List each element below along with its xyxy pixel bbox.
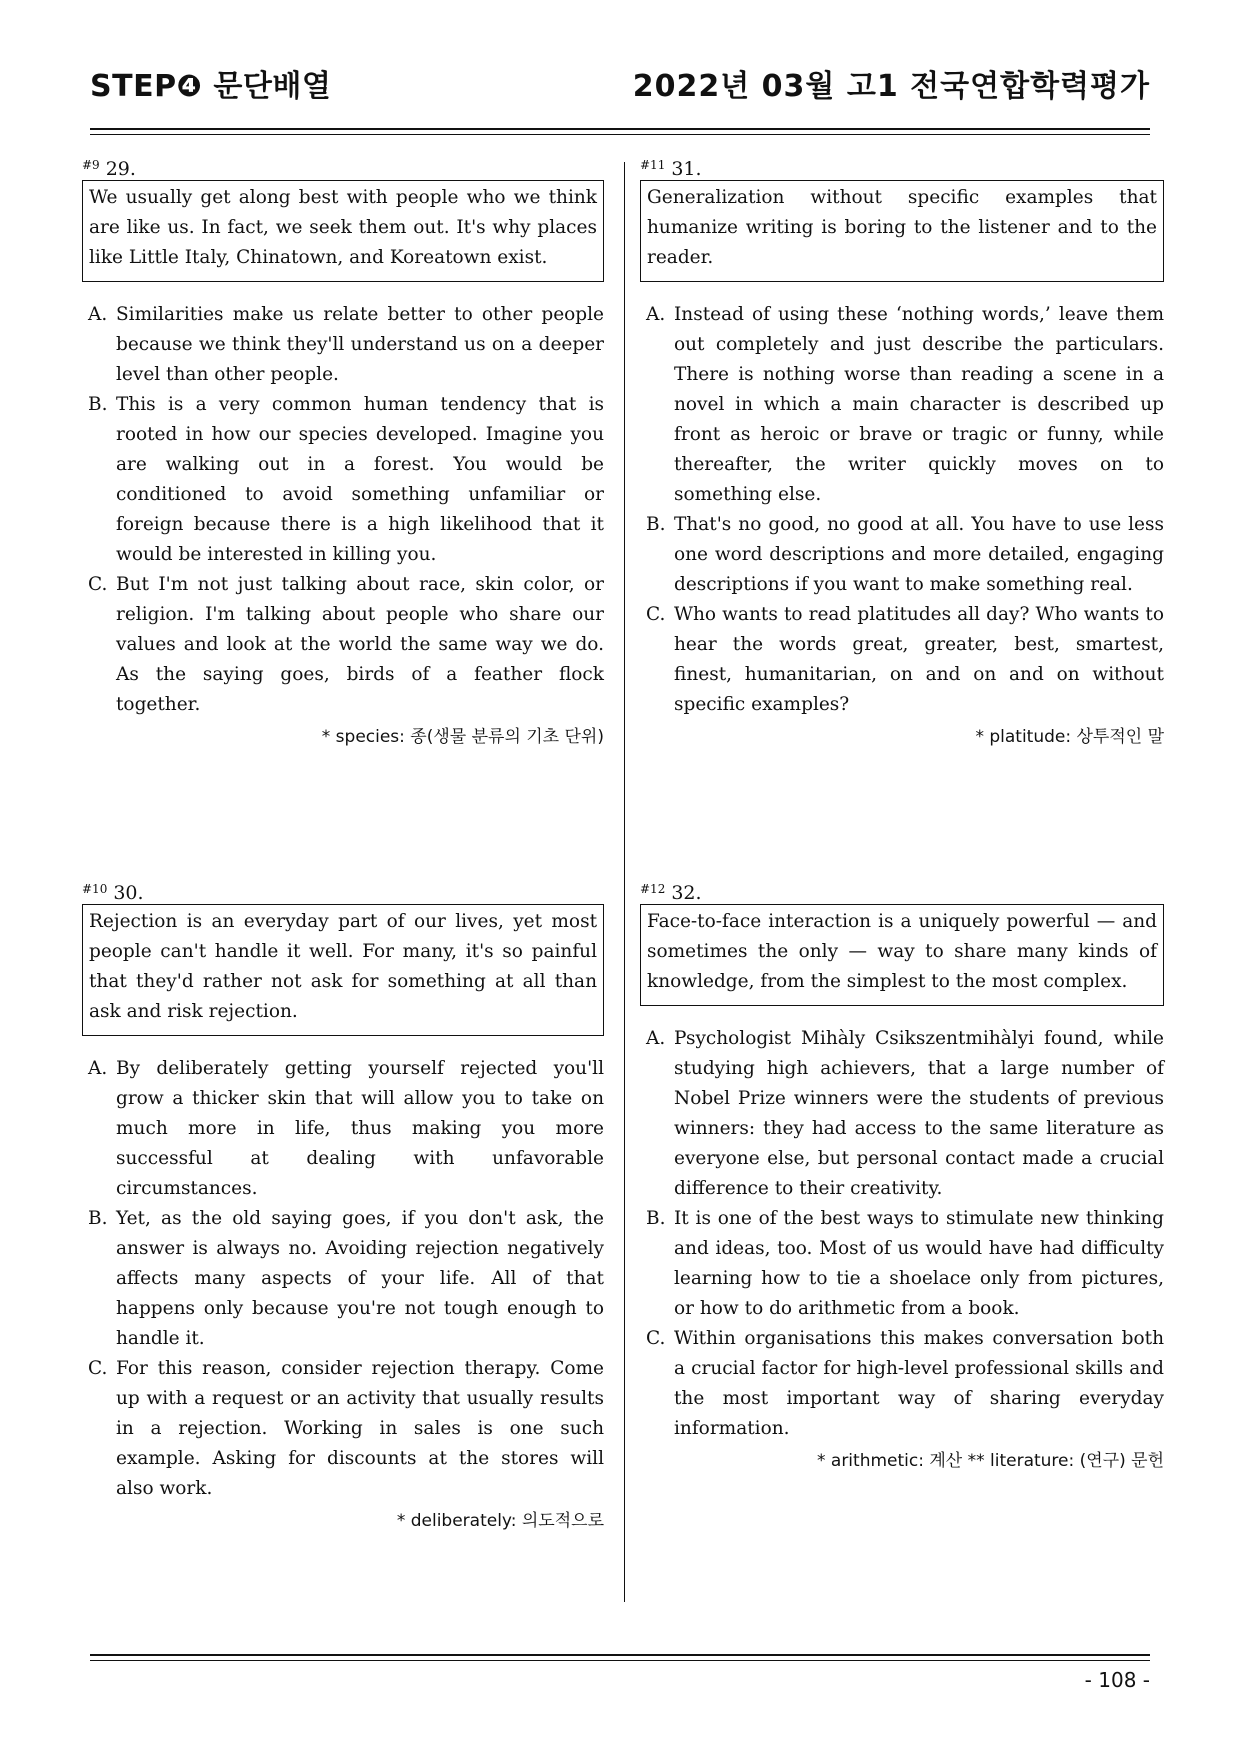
question-tag: #9 [82,158,100,172]
question-heading [82,152,604,178]
question-heading [82,876,604,902]
option-b [88,390,604,570]
option-text: Similarities make us relate better to other people because we think they'll understand us on a deeper level than other people. [116,304,604,385]
option-a [646,300,1164,510]
option-text: That's no good, no good at all. You have to use less one word descriptions and more detailed, engaging descriptions if you want to make something real. [674,514,1164,595]
question-number: 31. [671,158,702,180]
option-a [88,1054,604,1204]
option-letter: A. [646,304,666,325]
question-number: 29. [105,158,136,180]
column-divider [624,162,625,1602]
option-list [82,300,604,720]
option-b [646,1204,1164,1324]
option-letter: C. [646,1328,666,1349]
header-rule [90,128,1150,135]
question-31 [640,152,1164,752]
question-number: 32. [671,882,702,904]
question-heading [640,876,1164,902]
option-text: Yet, as the old saying goes, if you don't ask, the answer is always no. Avoiding rejection negatively affects many aspects of your life. All of that happens only because you're not tough enough to handle it. [116,1208,604,1349]
option-letter: B. [646,514,666,535]
vocab-note: * arithmetic: 계산 ** literature: (연구) 문헌 [817,1451,1164,1471]
option-b [88,1204,604,1354]
question-tag: #11 [640,158,666,172]
option-letter: B. [88,1208,108,1229]
passage-box: We usually get along best with people who we think are like us. In fact, we seek them out. It's why places like Little Italy, Chinatown, and Koreatown exist. [82,180,604,282]
header-step-title: STEP❹ 문단배열 [90,69,332,104]
question-30 [82,876,604,1536]
option-c [88,1354,604,1504]
vocab-note: * species: 종(생물 분류의 기초 단위) [321,727,604,747]
footer-rule [90,1654,1150,1661]
option-letter: B. [88,394,108,415]
vocab-note: * deliberately: 의도적으로 [396,1511,604,1531]
option-text: By deliberately getting yourself rejected you'll grow a thicker skin that will allow you to take on much more in life, thus making you more successful at dealing with unfavorable circumstances. [116,1058,604,1199]
option-letter: C. [88,574,108,595]
option-text: But I'm not just talking about race, skin color, or religion. I'm talking about people who share our values and look at the world the same way we do. As the saying goes, birds of a feather flock together. [116,574,604,715]
option-letter: A. [646,1028,666,1049]
passage-box: Rejection is an everyday part of our lives, yet most people can't handle it well. For many, it's so painful that they'd rather not ask for something at all than ask and risk rejection. [82,904,604,1036]
question-29 [82,152,604,752]
passage-box: Face-to-face interaction is a uniquely powerful — and sometimes the only — way to share many kinds of knowledge, from the simplest to the most complex. [640,904,1164,1006]
option-c [646,600,1164,720]
option-letter: B. [646,1208,666,1229]
option-letter: C. [88,1358,108,1379]
option-list [640,1024,1164,1444]
option-a [88,300,604,390]
option-letter: C. [646,604,666,625]
option-text: Psychologist Mihàly Csikszentmihàlyi found, while studying high achievers, that a large number of Nobel Prize winners were the students of previous winners: they had access to the same literature as everyone else, but personal contact made a crucial difference to their creativity. [674,1028,1164,1199]
passage-box: Generalization without specific examples that humanize writing is boring to the listener and to the reader. [640,180,1164,282]
page-number: - 108 - [1084,1668,1150,1692]
option-c [88,570,604,720]
question-32 [640,876,1164,1476]
vocab-note: * platitude: 상투적인 말 [975,727,1164,747]
option-c [646,1324,1164,1444]
option-text: This is a very common human tendency that is rooted in how our species developed. Imagine you are walking out in a forest. You would be conditioned to avoid something unfamiliar or foreign because there is a high likelihood that it would be interested in killing you. [116,394,604,565]
option-text: Who wants to read platitudes all day? Who wants to hear the words great, greater, best, smartest, finest, humanitarian, on and on and on without specific examples? [674,604,1164,715]
question-tag: #10 [82,882,108,896]
option-list [82,1054,604,1504]
option-text: Instead of using these ‘nothing words,’ leave them out completely and just describe the particulars. There is nothing worse than reading a scene in a novel in which a main character is described up front as heroic or brave or tragic or funny, while thereafter, the writer quickly moves on to something else. [674,304,1164,505]
header-exam-title: 2022년 03월 고1 전국연합학력평가 [632,69,1150,104]
question-heading [640,152,1164,178]
option-list [640,300,1164,720]
question-number: 30. [113,882,144,904]
option-text: Within organisations this makes conversation both a crucial factor for high-level professional skills and the most important way of sharing everyday information. [674,1328,1164,1439]
option-a [646,1024,1164,1204]
option-letter: A. [88,304,108,325]
option-b [646,510,1164,600]
question-tag: #12 [640,882,666,896]
option-letter: A. [88,1058,108,1079]
option-text: It is one of the best ways to stimulate new thinking and ideas, too. Most of us would have had difficulty learning how to tie a shoelace only from pictures, or how to do arithmetic from a book. [674,1208,1164,1319]
page-header [90,58,1150,108]
option-text: For this reason, consider rejection therapy. Come up with a request or an activity that usually results in a rejection. Working in sales is one such example. Asking for discounts at the stores will also work. [116,1358,604,1499]
